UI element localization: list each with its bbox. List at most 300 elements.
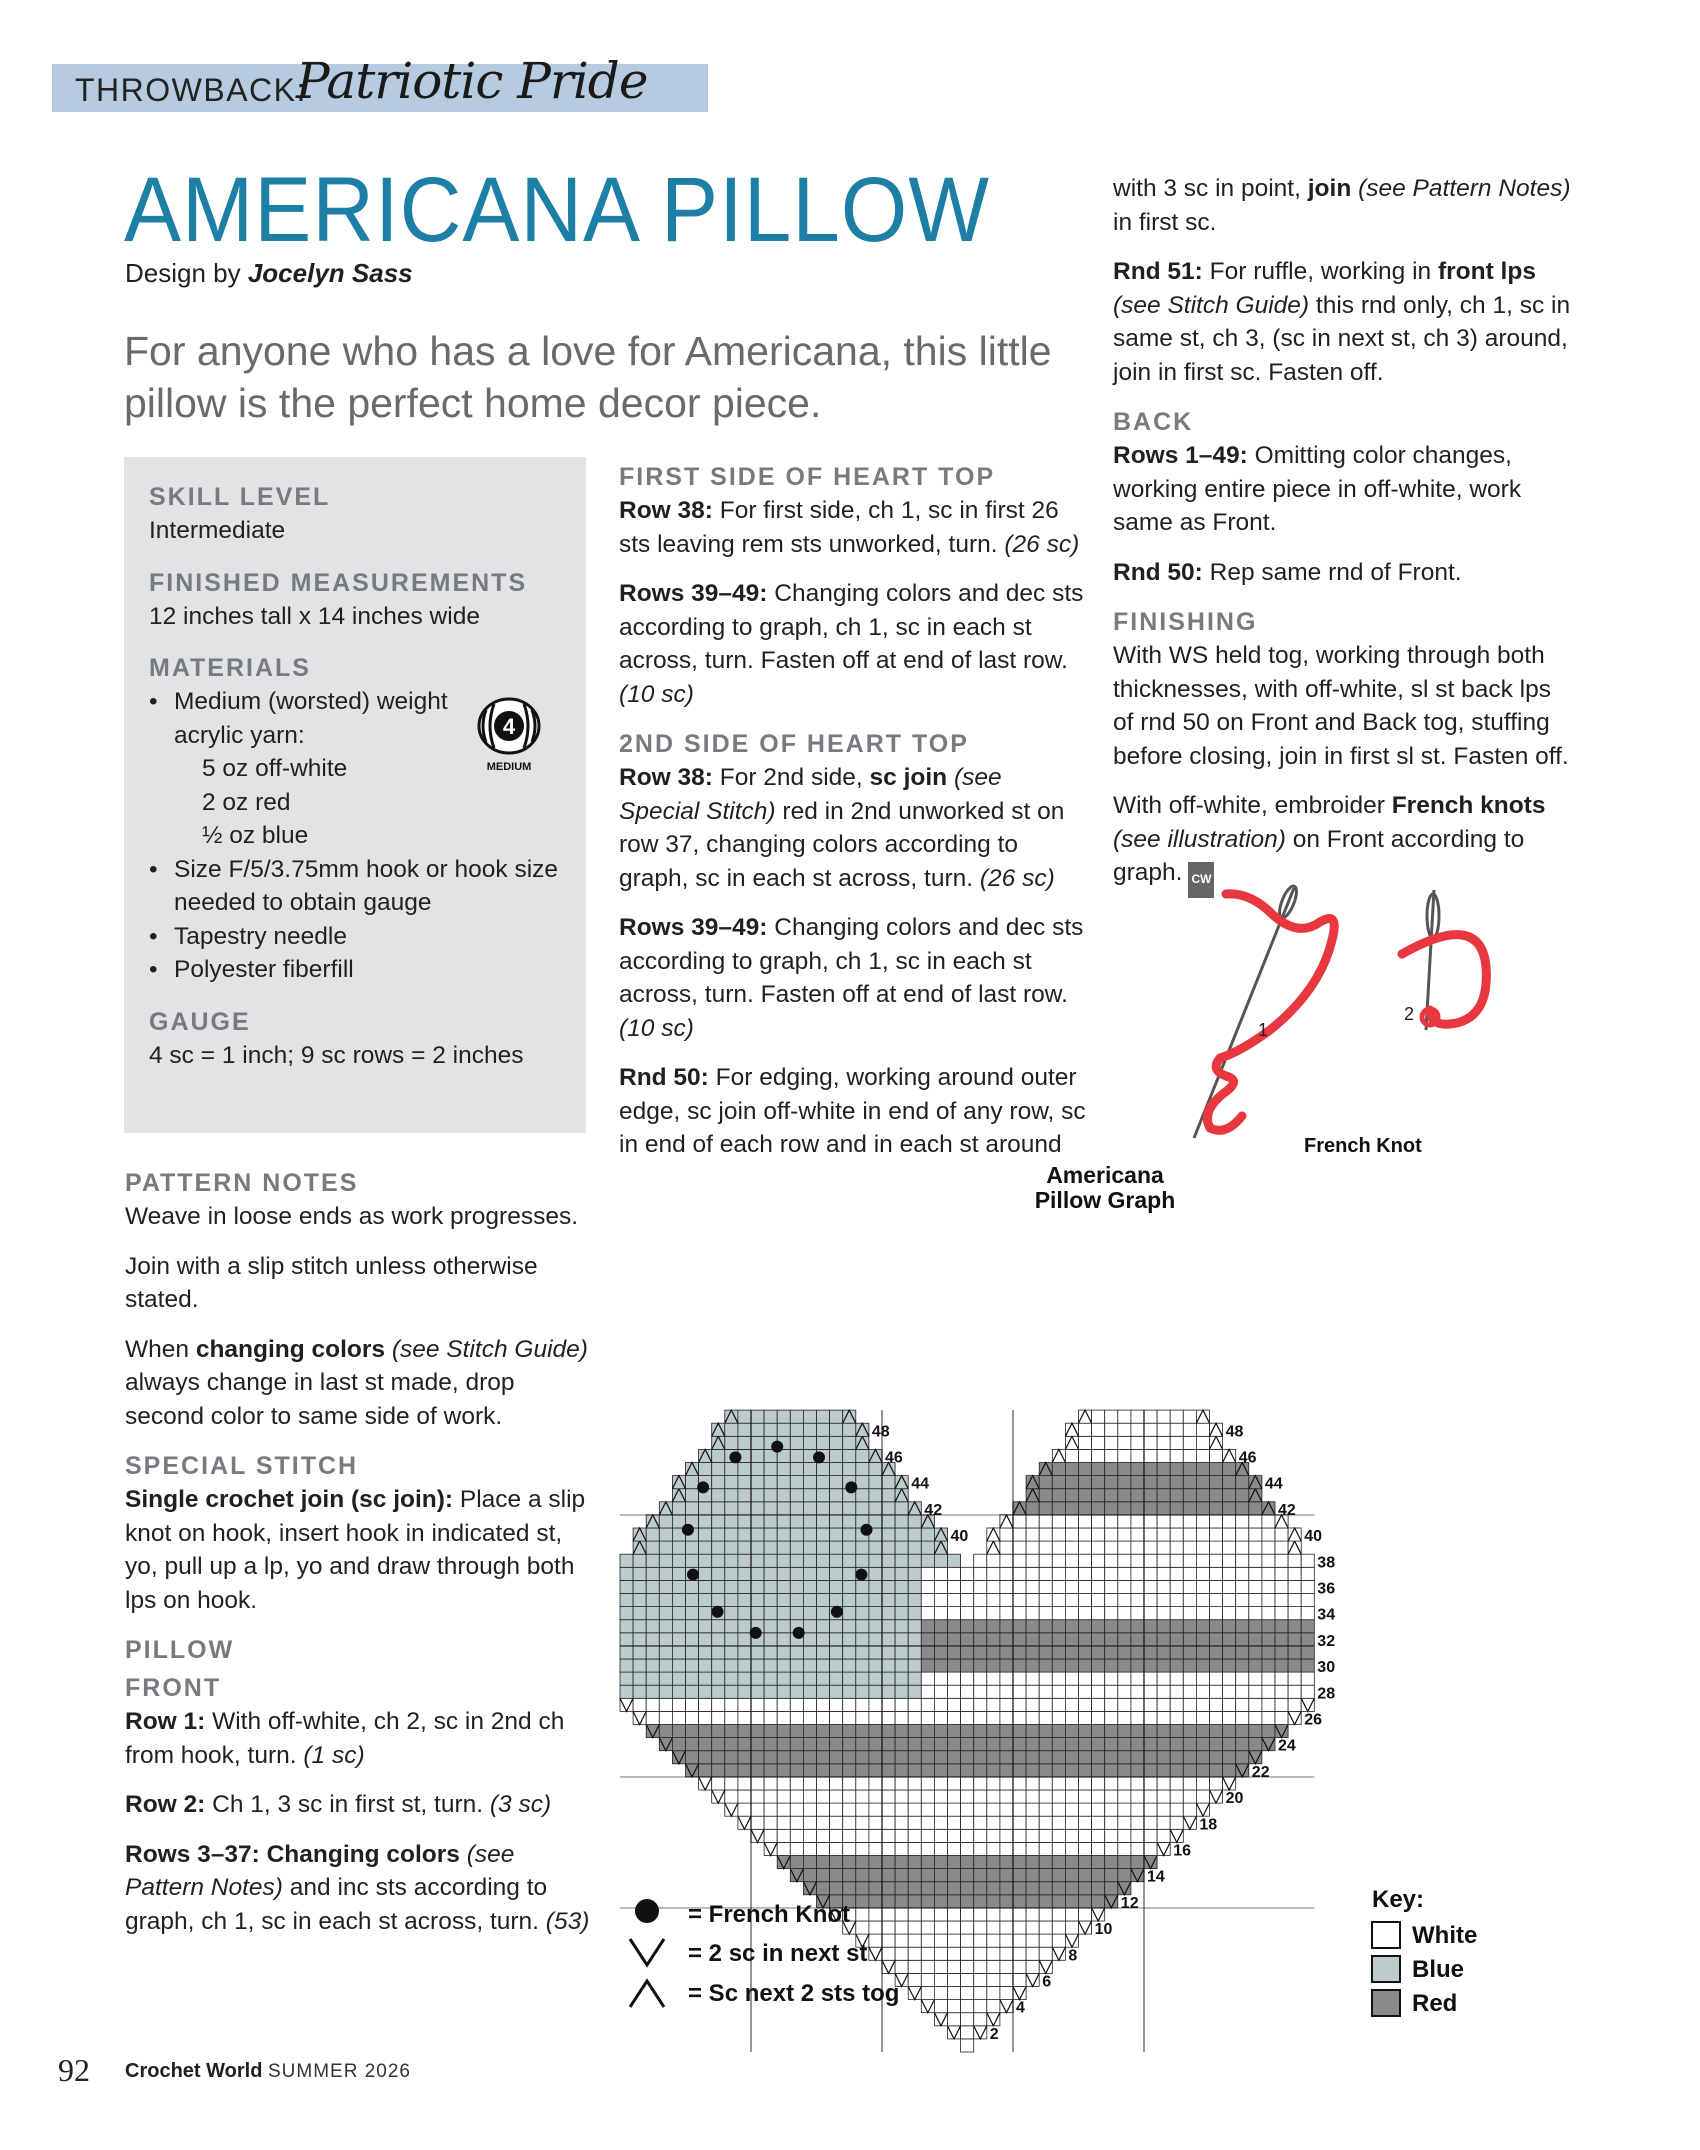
stitch-cell: [869, 1685, 882, 1698]
stitch-cell: [1210, 1711, 1223, 1724]
stitch-cell: [712, 1620, 725, 1633]
stitch-cell: [830, 1449, 843, 1462]
stitch-cell: [948, 1921, 961, 1934]
back-heading: BACK: [1113, 408, 1194, 436]
stitch-cell: [725, 1554, 738, 1567]
stitch-cell: [1039, 1738, 1052, 1751]
stitch-cell: [1000, 1973, 1013, 1986]
stitch-cell: [948, 1698, 961, 1711]
stitch-cell: [751, 1816, 764, 1829]
stitch-cell: [843, 1567, 856, 1580]
stitch-cell: [895, 1790, 908, 1803]
stitch-cell: [738, 1515, 751, 1528]
stitch-cell: [672, 1751, 685, 1764]
needle-shaft: [1194, 888, 1294, 1138]
stitch-cell: [1301, 1580, 1314, 1593]
stitch-cell: [1079, 1449, 1092, 1462]
stitch-cell: [699, 1554, 712, 1567]
stitch-cell: [869, 1829, 882, 1842]
designer-name: Jocelyn Sass: [247, 258, 413, 288]
stitch-cell: [1065, 1882, 1078, 1895]
stitch-cell: [1157, 1449, 1170, 1462]
stitch-cell: [1105, 1882, 1118, 1895]
stitch-cell: [1262, 1607, 1275, 1620]
stitch-cell: [869, 1672, 882, 1685]
stitch-cell: [1183, 1423, 1196, 1436]
stitch-cell: [1210, 1633, 1223, 1646]
stitch-cell: [620, 1646, 633, 1659]
stitch-cell: [1144, 1580, 1157, 1593]
stitch-cell: [712, 1777, 725, 1790]
stitch-cell: [1013, 1594, 1026, 1607]
stitch-cell: [934, 1829, 947, 1842]
stitch-cell: [764, 1410, 777, 1423]
stitch-cell: [987, 1829, 1000, 1842]
text: red in 2nd unworked st on row 37, changing colors according to graph, sc in each st across, turn.: [619, 797, 1065, 892]
stitch-cell: [882, 1567, 895, 1580]
stitch-cell: [961, 1620, 974, 1633]
stitch-cell: [921, 1921, 934, 1934]
stitch-cell: [1065, 1908, 1078, 1921]
stitch-cell: [1000, 1515, 1013, 1528]
stitch-cell: [908, 1987, 921, 2000]
stitch-cell: [974, 1921, 987, 1934]
stitch-cell: [1183, 1803, 1196, 1816]
stitch-cell: [686, 1580, 699, 1593]
stitch-cell: [672, 1685, 685, 1698]
stitch-cell: [934, 1842, 947, 1855]
stitch-cell: [1065, 1502, 1078, 1515]
stitch-cell: [1052, 1790, 1065, 1803]
stitch-cell: [738, 1685, 751, 1698]
stitch-cell: [1105, 1764, 1118, 1777]
stitch-cell: [921, 1646, 934, 1659]
stitch-cell: [817, 1489, 830, 1502]
stitch-cell: [672, 1567, 685, 1580]
stitch-cell: [725, 1738, 738, 1751]
stitch-cell: [1236, 1633, 1249, 1646]
stitch-cell: [1183, 1620, 1196, 1633]
stitch-cell: [725, 1777, 738, 1790]
stitch-cell: [882, 1528, 895, 1541]
stitch-cell: [1131, 1436, 1144, 1449]
stitch-cell: [1275, 1620, 1288, 1633]
stitch-cell: [1144, 1515, 1157, 1528]
stitch-cell: [1000, 1842, 1013, 1855]
stitch-cell: [856, 1633, 869, 1646]
stitch-cell: [1183, 1436, 1196, 1449]
stitch-cell: [1000, 1777, 1013, 1790]
stitch-cell: [1196, 1698, 1209, 1711]
stitch-cell: [1079, 1489, 1092, 1502]
stitch-cell: [1118, 1725, 1131, 1738]
stitch-cell: [987, 1698, 1000, 1711]
stitch-cell: [1157, 1646, 1170, 1659]
text: For ruffle, working in: [1202, 258, 1438, 285]
stitch-cell: [1196, 1554, 1209, 1567]
stitch-cell: [1249, 1633, 1262, 1646]
stitch-cell: [712, 1646, 725, 1659]
stitch-cell: [948, 1672, 961, 1685]
stitch-cell: [882, 1895, 895, 1908]
step-2-label: 2: [1404, 1004, 1415, 1024]
stitch-cell: [895, 1816, 908, 1829]
stitch-cell: [1105, 1541, 1118, 1554]
stitch-cell: [921, 1960, 934, 1973]
stitch-cell: [1144, 1620, 1157, 1633]
stitch-cell: [1157, 1764, 1170, 1777]
text: Rnd 50:: [619, 1064, 709, 1091]
stitch-cell: [856, 1672, 869, 1685]
stitch-cell: [948, 1659, 961, 1672]
stitch-cell: [1092, 1554, 1105, 1567]
stitch-cell: [974, 1607, 987, 1620]
stitch-cell: [1052, 1489, 1065, 1502]
legend-french-knot-symbol: [635, 1899, 659, 1923]
stitch-cell: [1105, 1895, 1118, 1908]
stitch-cell: [1249, 1554, 1262, 1567]
stitch-cell: [817, 1764, 830, 1777]
stitch-cell: [712, 1567, 725, 1580]
french-knot-caption: French Knot: [1304, 1135, 1422, 1157]
stitch-cell: [790, 1541, 803, 1554]
stitch-cell: [1052, 1463, 1065, 1476]
stitch-cell: [659, 1725, 672, 1738]
stitch-cell: [1157, 1541, 1170, 1554]
stitch-cell: [934, 1947, 947, 1960]
stitch-cell: [987, 1895, 1000, 1908]
stitch-cell: [987, 1856, 1000, 1869]
stitch-cell: [672, 1580, 685, 1593]
stitch-cell: [633, 1580, 646, 1593]
stitch-cell: [1105, 1869, 1118, 1882]
stitch-cell: [712, 1541, 725, 1554]
stitch-cell: [751, 1607, 764, 1620]
stitch-cell: [1065, 1449, 1078, 1462]
stitch-cell: [1131, 1607, 1144, 1620]
key-blue-swatch: [1372, 1956, 1400, 1982]
stitch-cell: [1275, 1607, 1288, 1620]
stitch-cell: [934, 1869, 947, 1882]
stitch-cell: [974, 1829, 987, 1842]
stitch-cell: [908, 1725, 921, 1738]
stitch-cell: [1079, 1869, 1092, 1882]
stitch-cell: [895, 1960, 908, 1973]
stitch-cell: [843, 1777, 856, 1790]
stitch-cell: [1131, 1803, 1144, 1816]
text: and inc sts according to graph, ch 1, sc in each st across, turn.: [125, 1874, 548, 1935]
stitch-cell: [1026, 1633, 1039, 1646]
stitch-cell: [1013, 1567, 1026, 1580]
text: (1 sc): [303, 1741, 365, 1769]
stitch-cell: [1118, 1515, 1131, 1528]
note-1: Weave in loose ends as work progresses.: [125, 1203, 579, 1230]
stitch-cell: [869, 1790, 882, 1803]
stitch-cell: [1183, 1685, 1196, 1698]
text: (see illustration): [1113, 825, 1286, 853]
stitch-cell: [1288, 1594, 1301, 1607]
stitch-cell: [934, 1607, 947, 1620]
row-label: 16: [1173, 1842, 1191, 1860]
stitch-cell: [777, 1790, 790, 1803]
stitch-cell: [1065, 1607, 1078, 1620]
stitch-cell: [1039, 1515, 1052, 1528]
stitch-cell: [790, 1554, 803, 1567]
stitch-cell: [1079, 1620, 1092, 1633]
stitch-cell: [948, 2013, 961, 2026]
stitch-cell: [1223, 1764, 1236, 1777]
stitch-cell: [1144, 1856, 1157, 1869]
stitch-cell: [725, 1607, 738, 1620]
stitch-cell: [1092, 1528, 1105, 1541]
stitch-cell: [869, 1738, 882, 1751]
stitch-cell: [1105, 1423, 1118, 1436]
stitch-cell: [1013, 1554, 1026, 1567]
stitch-cell: [1065, 1829, 1078, 1842]
stitch-cell: [1157, 1580, 1170, 1593]
row-label: 40: [1304, 1528, 1322, 1546]
stitch-cell: [1065, 1725, 1078, 1738]
stitch-cell: [777, 1685, 790, 1698]
french-knot-mark: [831, 1606, 843, 1618]
stitch-cell: [1236, 1672, 1249, 1685]
stitch-cell: [764, 1515, 777, 1528]
stitch-cell: [882, 1711, 895, 1724]
stitch-cell: [764, 1594, 777, 1607]
stitch-cell: [1079, 1738, 1092, 1751]
stitch-cell: [1275, 1711, 1288, 1724]
stitch-cell: [712, 1463, 725, 1476]
stitch-cell: [1079, 1816, 1092, 1829]
stitch-cell: [1157, 1685, 1170, 1698]
stitch-cell: [751, 1829, 764, 1842]
stitch-cell: [843, 1685, 856, 1698]
stitch-cell: [1079, 1882, 1092, 1895]
stitch-cell: [1157, 1410, 1170, 1423]
stitch-cell: [830, 1410, 843, 1423]
stitch-cell: [1092, 1489, 1105, 1502]
column-3: [1113, 172, 1573, 914]
stitch-cell: [1157, 1659, 1170, 1672]
text: (26 sc): [1004, 530, 1080, 558]
stitch-cell: [1196, 1646, 1209, 1659]
stitch-cell: [1039, 1633, 1052, 1646]
stitch-cell: [961, 1685, 974, 1698]
stitch-cell: [869, 1908, 882, 1921]
stitch-cell: [646, 1698, 659, 1711]
stitch-cell: [948, 1738, 961, 1751]
stitch-cell: [1026, 1515, 1039, 1528]
stitch-cell: [659, 1580, 672, 1593]
stitch-cell: [843, 1515, 856, 1528]
stitch-cell: [1000, 1607, 1013, 1620]
stitch-cell: [934, 1672, 947, 1685]
text: For edging, working around outer edge, sc join off-white in end of any row, sc in end of each row and in each st around: [619, 1064, 1086, 1158]
stitch-cell: [777, 1777, 790, 1790]
stitch-cell: [895, 1869, 908, 1882]
stitch-cell: [1223, 1646, 1236, 1659]
stitch-cell: [777, 1698, 790, 1711]
stitch-cell: [1013, 1528, 1026, 1541]
stitch-cell: [1092, 1856, 1105, 1869]
stitch-cell: [738, 1489, 751, 1502]
stitch-cell: [882, 1738, 895, 1751]
stitch-cell: [1000, 1594, 1013, 1607]
stitch-cell: [869, 1947, 882, 1960]
stitch-cell: [803, 1711, 816, 1724]
stitch-cell: [882, 1633, 895, 1646]
stitch-cell: [908, 1580, 921, 1593]
stitch-cell: [686, 1554, 699, 1567]
stitch-cell: [948, 1882, 961, 1895]
stitch-cell: [1052, 1882, 1065, 1895]
stitch-cell: [1196, 1607, 1209, 1620]
stitch-cell: [1118, 1882, 1131, 1895]
stitch-cell: [1052, 1476, 1065, 1489]
stitch-cell: [856, 1436, 869, 1449]
stitch-cell: [974, 1908, 987, 1921]
stitch-cell: [1000, 1921, 1013, 1934]
stitch-cell: [817, 1711, 830, 1724]
stitch-cell: [1105, 1777, 1118, 1790]
stitch-cell: [1052, 1633, 1065, 1646]
stitch-cell: [921, 1803, 934, 1816]
stitch-cell: [961, 1738, 974, 1751]
stitch-cell: [1196, 1423, 1209, 1436]
stitch-cell: [974, 1777, 987, 1790]
stitch-cell: [1026, 1764, 1039, 1777]
stitch-cell: [961, 1803, 974, 1816]
stitch-cell: [790, 1842, 803, 1855]
stitch-cell: [934, 1646, 947, 1659]
stitch-cell: [1288, 1580, 1301, 1593]
stitch-cell: [987, 1934, 1000, 1947]
stitch-cell: [1065, 1554, 1078, 1567]
stitch-cell: [1223, 1567, 1236, 1580]
stitch-cell: [751, 1423, 764, 1436]
stitch-cell: [1000, 1580, 1013, 1593]
stitch-cell: [1052, 1528, 1065, 1541]
stitch-cell: [1065, 1790, 1078, 1803]
stitch-cell: [987, 1580, 1000, 1593]
stitch-cell: [1118, 1777, 1131, 1790]
stitch-cell: [1196, 1764, 1209, 1777]
stitch-cell: [987, 1908, 1000, 1921]
stitch-cell: [790, 1685, 803, 1698]
stitch-cell: [843, 1528, 856, 1541]
french-knot-mark: [712, 1606, 724, 1618]
banner-label: THROWBACK:: [75, 72, 307, 108]
stitch-cell: [974, 1816, 987, 1829]
stitch-cell: [699, 1725, 712, 1738]
stitch-cell: [843, 1882, 856, 1895]
stitch-cell: [1131, 1711, 1144, 1724]
stitch-cell: [1275, 1672, 1288, 1685]
stitch-cell: [1301, 1620, 1314, 1633]
stitch-cell: [1210, 1790, 1223, 1803]
stitch-cell: [1000, 1711, 1013, 1724]
stitch-cell: [764, 1502, 777, 1515]
stitch-cell: [1052, 1515, 1065, 1528]
stitch-cell: [1079, 1764, 1092, 1777]
stitch-cell: [777, 1725, 790, 1738]
stitch-cell: [803, 1790, 816, 1803]
stitch-cell: [882, 1790, 895, 1803]
stitch-cell: [882, 1908, 895, 1921]
stitch-cell: [961, 1633, 974, 1646]
stitch-cell: [1039, 1567, 1052, 1580]
stitch-cell: [987, 1960, 1000, 1973]
stitch-cell: [921, 1541, 934, 1554]
stitch-cell: [633, 1554, 646, 1567]
text: (3 sc): [489, 1791, 552, 1818]
stitch-cell: [869, 1554, 882, 1567]
stitch-cell: [738, 1620, 751, 1633]
stitch-cell: [1183, 1725, 1196, 1738]
stitch-cell: [1236, 1764, 1249, 1777]
stitch-cell: [1196, 1594, 1209, 1607]
stitch-cell: [1105, 1646, 1118, 1659]
stitch-cell: [974, 1672, 987, 1685]
stitch-cell: [1249, 1698, 1262, 1711]
stitch-cell: [1262, 1646, 1275, 1659]
stitch-cell: [1275, 1698, 1288, 1711]
stitch-cell: [712, 1476, 725, 1489]
stitch-cell: [830, 1646, 843, 1659]
stitch-cell: [1131, 1751, 1144, 1764]
stitch-cell: [790, 1698, 803, 1711]
text: changing colors: [195, 1335, 386, 1363]
stitch-cell: [987, 1842, 1000, 1855]
text: French knots: [1391, 792, 1546, 819]
back-rnd-50: [1113, 556, 1573, 590]
stitch-cell: [777, 1711, 790, 1724]
stitch-cell: [948, 1816, 961, 1829]
stitch-cell: [895, 1751, 908, 1764]
stitch-cell: [869, 1751, 882, 1764]
stitch-cell: [817, 1842, 830, 1855]
stitch-cell: [974, 1987, 987, 2000]
stitch-cell: [1118, 1842, 1131, 1855]
stitch-cell: [974, 1725, 987, 1738]
stitch-cell: [1013, 1987, 1026, 2000]
stitch-cell: [686, 1620, 699, 1633]
stitch-cell: [1131, 1554, 1144, 1567]
material-yarn: Medium (worsted) weight acrylic yarn:: [174, 688, 448, 749]
row-label: 10: [1094, 1921, 1113, 1939]
stitch-cell: [1118, 1698, 1131, 1711]
special-stitch: [125, 1483, 595, 1617]
stitch-cell: [817, 1423, 830, 1436]
stitch-cell: [1170, 1777, 1183, 1790]
stitch-cell: [987, 1921, 1000, 1934]
stitch-cell: [803, 1842, 816, 1855]
stitch-cell: [777, 1594, 790, 1607]
stitch-cell: [934, 1554, 947, 1567]
stitch-cell: [764, 1633, 777, 1646]
stitch-cell: [817, 1476, 830, 1489]
stitch-cell: [987, 2013, 1000, 2026]
stitch-cell: [1183, 1476, 1196, 1489]
stitch-cell: [830, 1738, 843, 1751]
stitch-cell: [1026, 1842, 1039, 1855]
stitch-cell: [1092, 1895, 1105, 1908]
stitch-cell: [712, 1502, 725, 1515]
stitch-cell: [1079, 1554, 1092, 1567]
stitch-cell: [1079, 1751, 1092, 1764]
stitch-cell: [1183, 1698, 1196, 1711]
stitch-cell: [803, 1580, 816, 1593]
